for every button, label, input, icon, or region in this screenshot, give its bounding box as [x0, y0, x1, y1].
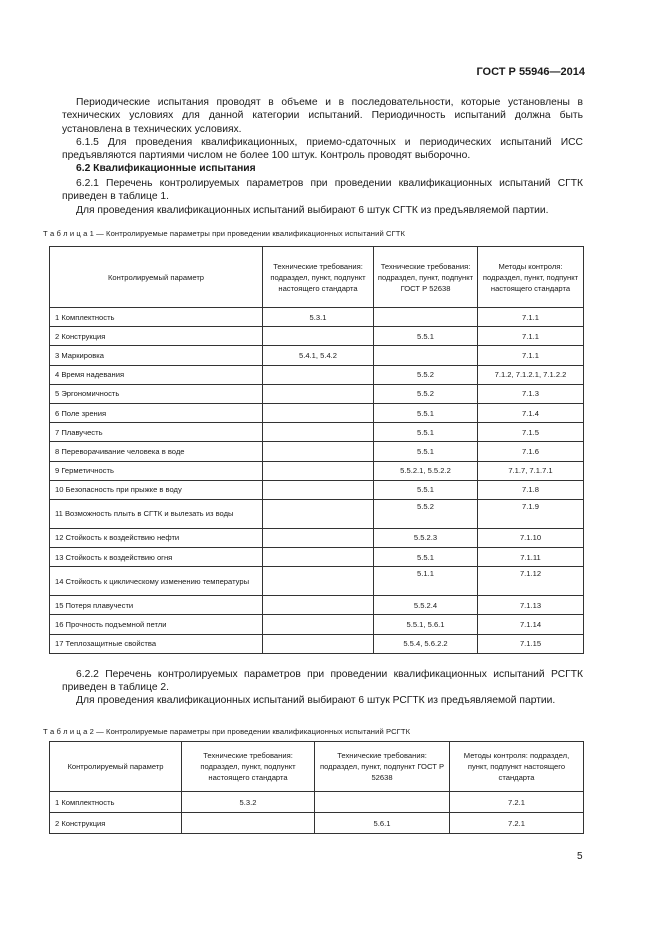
- table-cell: 5.5.2: [374, 384, 478, 403]
- table-cell: 2 Конструкция: [50, 327, 263, 346]
- table-cell: 7.1.1: [478, 308, 584, 327]
- table-1-header-row: [50, 247, 584, 308]
- table-cell: [182, 813, 315, 834]
- table-cell: [263, 461, 374, 480]
- table-row: [50, 548, 584, 567]
- table-cell: 12 Стойкость к воздействию нефти: [50, 528, 263, 547]
- table-row: [50, 308, 584, 327]
- table-1-caption: Т а б л и ц а 1 — Контролируемые параметры при проведении квалификационных испытаний СГТК: [43, 229, 406, 238]
- table-cell: 10 Безопасность при прыжке в воду: [50, 480, 263, 499]
- table-2-header-parameter: Контролируемый параметр: [50, 742, 182, 792]
- page-number: 5: [577, 851, 583, 862]
- table-row: [50, 480, 584, 499]
- table-row: [50, 365, 584, 384]
- paragraph-sample-size-1: Для проведения квалификационных испытаний выбирают 6 штук СГТК из предъявляемой партии.: [76, 205, 549, 216]
- table-cell: 5 Эргономичность: [50, 384, 263, 403]
- table-cell: 7.1.1: [478, 327, 584, 346]
- table-cell: 7.1.2, 7.1.2.1, 7.1.2.2: [478, 365, 584, 384]
- section-heading-6-2: 6.2 Квалификационные испытания: [76, 163, 256, 174]
- table-cell: [263, 365, 374, 384]
- table-cell: 5.5.1: [374, 548, 478, 567]
- table-cell: 5.5.1: [374, 403, 478, 422]
- table-row: [50, 403, 584, 422]
- table-cell: 1 Комплектность: [50, 792, 182, 813]
- table-cell: 5.4.1, 5.4.2: [263, 346, 374, 365]
- table-cell: [263, 548, 374, 567]
- table-cell: [263, 499, 374, 528]
- table-cell: 7.1.15: [478, 634, 584, 653]
- table-cell: 7.1.3: [478, 384, 584, 403]
- table-row: [50, 528, 584, 547]
- table-row: [50, 499, 584, 528]
- table-cell: [263, 596, 374, 615]
- table-cell: 7.1.12: [478, 567, 584, 596]
- table-2-header-row: [50, 742, 584, 792]
- table-row: [50, 442, 584, 461]
- table-cell: 7.1.9: [478, 499, 584, 528]
- table-cell: [263, 480, 374, 499]
- table-cell: [374, 308, 478, 327]
- table-cell: 17 Теплозащитные свойства: [50, 634, 263, 653]
- table-cell: 7.1.14: [478, 615, 584, 634]
- table-row: [50, 813, 584, 834]
- table-cell: 7 Плавучесть: [50, 423, 263, 442]
- table-cell: 7.1.13: [478, 596, 584, 615]
- table-row: [50, 596, 584, 615]
- table-cell: [263, 327, 374, 346]
- table-cell: [263, 634, 374, 653]
- table-2-header-methods: Методы контроля: подраздел, пункт, подпункт настоящего стандарта: [450, 742, 584, 792]
- table-cell: 14 Стойкость к циклическому изменению температуры: [50, 567, 263, 596]
- table-row: [50, 461, 584, 480]
- table-cell: 5.5.2: [374, 499, 478, 528]
- table-cell: [263, 403, 374, 422]
- table-cell: 5.5.2: [374, 365, 478, 384]
- table-row: [50, 423, 584, 442]
- table-row: [50, 567, 584, 596]
- table-cell: 3 Маркировка: [50, 346, 263, 365]
- table-cell: 7.1.1: [478, 346, 584, 365]
- table-cell: 1 Комплектность: [50, 308, 263, 327]
- table-cell: 5.5.2.4: [374, 596, 478, 615]
- table-cell: [263, 567, 374, 596]
- table-cell: 7.1.10: [478, 528, 584, 547]
- table-cell: 13 Стойкость к воздействию огня: [50, 548, 263, 567]
- table-cell: [374, 346, 478, 365]
- table-cell: [315, 792, 450, 813]
- table-cell: [263, 442, 374, 461]
- table-2-header-requirements-standard: Технические требования: подраздел, пункт, подпункт настоящего стандарта: [182, 742, 315, 792]
- table-cell: 5.5.1: [374, 442, 478, 461]
- table-cell: 6 Поле зрения: [50, 403, 263, 422]
- table-cell: 5.5.1: [374, 327, 478, 346]
- table-cell: 7.1.8: [478, 480, 584, 499]
- table-cell: 5.3.1: [263, 308, 374, 327]
- table-2: [49, 741, 584, 834]
- table-cell: 5.6.1: [315, 813, 450, 834]
- table-cell: [263, 615, 374, 634]
- table-cell: 5.5.2.3: [374, 528, 478, 547]
- table-cell: 11 Возможность плыть в СГТК и вылезать из воды: [50, 499, 263, 528]
- table-cell: 9 Герметичность: [50, 461, 263, 480]
- table-cell: 7.2.1: [450, 792, 584, 813]
- table-cell: 7.1.6: [478, 442, 584, 461]
- table-1-header-requirements-standard: Технические требования: подраздел, пункт, подпункт настоящего стандарта: [263, 247, 374, 308]
- table-2-caption: Т а б л и ц а 2 — Контролируемые параметры при проведении квалификационных испытаний РСГТК: [43, 727, 411, 736]
- paragraph-periodic-tests: Периодические испытания проводят в объеме и в последовательности, которые установлены в технических условиях для данной категории испытаний. Периодичность испытаний должна быть установлена в технических условиях.: [62, 97, 583, 135]
- table-cell: [263, 423, 374, 442]
- table-cell: 2 Конструкция: [50, 813, 182, 834]
- table-row: [50, 792, 584, 813]
- table-1-header-parameter: Контролируемый параметр: [50, 247, 263, 308]
- table-cell: [263, 384, 374, 403]
- table-row: [50, 384, 584, 403]
- table-2-header-requirements-gost: Технические требования: подраздел, пункт, подпункт ГОСТ Р 52638: [315, 742, 450, 792]
- table-cell: 5.5.1, 5.6.1: [374, 615, 478, 634]
- table-cell: 7.1.7, 7.1.7.1: [478, 461, 584, 480]
- table-cell: 8 Переворачивание человека в воде: [50, 442, 263, 461]
- table-cell: 7.2.1: [450, 813, 584, 834]
- paragraph-6-2-2: 6.2.2 Перечень контролируемых параметров при проведении квалификационных испытаний РСГТК приведен в таблице 2.: [62, 669, 583, 694]
- table-2-body: [50, 792, 584, 834]
- table-cell: 5.5.2.1, 5.5.2.2: [374, 461, 478, 480]
- table-cell: 7.1.5: [478, 423, 584, 442]
- table-1-header-methods: Методы контроля: подраздел, пункт, подпункт настоящего стандарта: [478, 247, 584, 308]
- table-row: [50, 346, 584, 365]
- paragraph-6-2-1: 6.2.1 Перечень контролируемых параметров при проведении квалификационных испытаний СГТК приведен в таблице 1.: [62, 178, 583, 203]
- table-1-header-requirements-gost: Технические требования: подраздел, пункт, подпункт ГОСТ Р 52638: [374, 247, 478, 308]
- table-cell: 7.1.11: [478, 548, 584, 567]
- table-cell: 7.1.4: [478, 403, 584, 422]
- document-standard-number: ГОСТ Р 55946—2014: [476, 66, 585, 78]
- paragraph-sample-size-2: Для проведения квалификационных испытаний выбирают 6 штук РСГТК из предъявляемой партии.: [76, 695, 556, 706]
- table-cell: 5.1.1: [374, 567, 478, 596]
- paragraph-6-1-5: 6.1.5 Для проведения квалификационных, приемо-сдаточных и периодических испытаний ИСС предъявляются партиями числом не более 100 штук. Контроль проводят выборочно.: [62, 137, 583, 162]
- table-row: [50, 615, 584, 634]
- table-cell: 5.3.2: [182, 792, 315, 813]
- table-cell: [263, 528, 374, 547]
- table-cell: 4 Время надевания: [50, 365, 263, 384]
- table-cell: 5.5.1: [374, 480, 478, 499]
- table-cell: 16 Прочность подъемной петли: [50, 615, 263, 634]
- table-cell: 5.5.4, 5.6.2.2: [374, 634, 478, 653]
- table-row: [50, 327, 584, 346]
- table-cell: 15 Потеря плавучести: [50, 596, 263, 615]
- table-cell: 5.5.1: [374, 423, 478, 442]
- table-1: [49, 246, 584, 654]
- table-1-body: [50, 308, 584, 654]
- table-row: [50, 634, 584, 653]
